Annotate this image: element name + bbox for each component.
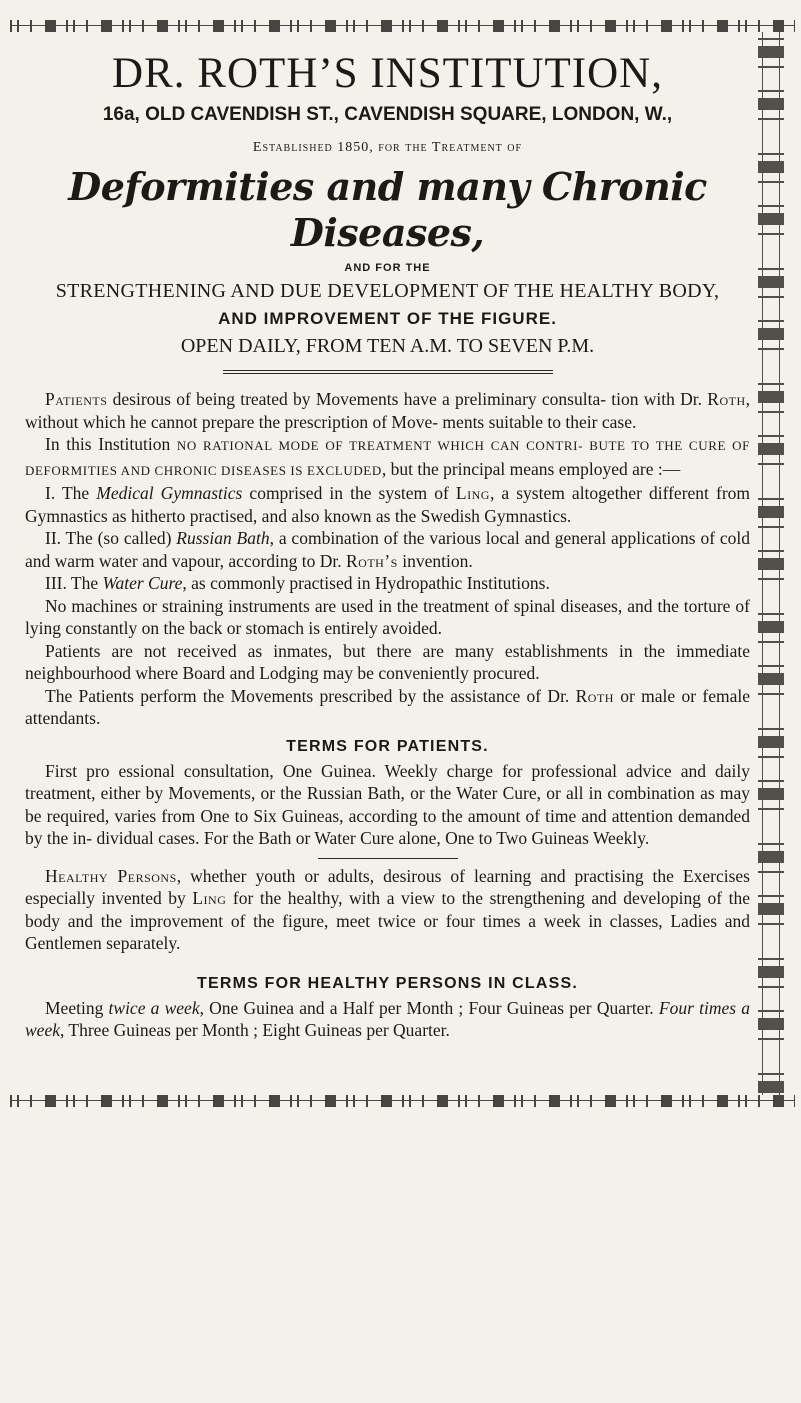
text-run: comprised in the system of: [242, 483, 456, 503]
text-run: The Patients perform the Movements prescribed by the assistance of Dr.: [45, 685, 576, 706]
name-roth: Roth: [707, 389, 746, 409]
paragraph-no-machines: No machines or straining instruments are used in the treatment of spinal diseases, and the torture of lying constantly on the back or stomach is entirely avoided.: [25, 595, 750, 638]
name-ling: Ling: [192, 888, 227, 908]
emph-russian-bath: Russian Bath: [176, 528, 270, 548]
paragraph-attendants: [25, 685, 750, 730]
paragraph-healthy-persons: [25, 865, 750, 955]
item-water-cure: [25, 572, 750, 595]
text-run: , whether youth or adults, desirous of learning and practising the Exercises especially invented by: [25, 865, 750, 908]
text-run: for the healthy, with a view to the strengthening and developing of the body and the improvement of the figure, meet twice or four times a week in classes, Ladies and Gentlemen separately.: [25, 888, 750, 953]
improvement-line: AND IMPROVEMENT OF THE FIGURE.: [218, 309, 557, 328]
text-run: III. The: [45, 573, 103, 593]
text-run: , Three Guineas per Month ; Eight Guineas per Quarter.: [59, 1020, 450, 1040]
text-run: , a combination of the various local and general applications of cold and warm water and vapour, according to Dr.: [25, 528, 750, 571]
text-run: I. The: [45, 483, 97, 503]
terms-healthy-text: [25, 997, 750, 1042]
established-line: Established 1850, for the Treatment of: [252, 140, 523, 155]
item-medical-gymnastics: [25, 482, 750, 527]
name-roth: Roth: [575, 685, 614, 706]
text-run: II. The (so called): [45, 528, 177, 548]
text-run: Meeting: [45, 997, 109, 1018]
name-roths: Roth’s: [346, 550, 398, 571]
open-hours-line: OPEN DAILY, FROM TEN A.M. TO SEVEN P.M.: [180, 335, 595, 357]
ornamental-border-top: [10, 20, 795, 32]
emph-four-times-a-week: Four times a week: [25, 997, 750, 1040]
paragraph-institution: [25, 433, 750, 482]
text-run: invention.: [397, 550, 473, 571]
emph-no-rational-mode: NO RATIONAL MODE OF TREATMENT WHICH CAN CONTRI- BUTE TO THE CURE OF DEFORMITIES AND CHRONIC DISEASES IS EXCLUDED: [25, 438, 750, 478]
text-run: , One Guinea and a Half per Month ; Four Guineas per Quarter.: [199, 997, 659, 1018]
divider: [318, 858, 458, 859]
text-run: or male or female attendants.: [25, 685, 750, 728]
address-line: 16a, OLD CAVENDISH ST., CAVENDISH SQUARE, LONDON, W.,: [102, 104, 673, 125]
text-run: , as commonly practised in Hydropathic Institutions.: [182, 573, 550, 593]
text-run: , without which he cannot prepare the prescription of Move- ments suitable to their case.: [25, 389, 750, 432]
emph-patients: Patients: [45, 389, 108, 409]
page-title: DR. ROTH’S INSTITUTION,: [112, 50, 663, 97]
strengthening-line: STRENGTHENING AND DUE DEVELOPMENT OF THE HEALTHY BODY,: [55, 280, 720, 302]
emph-water-cure: Water Cure: [102, 573, 183, 593]
name-ling: Ling: [455, 483, 490, 503]
text-run: , but the principal means employed are :—: [381, 458, 681, 479]
paragraph-inmates: Patients are not received as inmates, but there are many establishments in the immediate neighbourhood where Board and Lodging may be conveniently procured.: [25, 640, 750, 683]
paragraph-consultation: [25, 388, 750, 433]
emph-healthy-persons: Healthy Persons: [45, 865, 177, 886]
emph-medical-gymnastics: Medical Gymnastics: [96, 483, 243, 503]
text-run: desirous of being treated by Movements have a preliminary consulta- tion with Dr.: [107, 389, 708, 409]
gothic-heading: Deformities and many Chronic Diseases,: [68, 164, 707, 255]
text-run: In this Institution: [45, 434, 177, 454]
terms-healthy-heading: TERMS FOR HEALTHY PERSONS IN CLASS.: [197, 974, 578, 992]
and-for-line: AND FOR THE: [344, 262, 431, 274]
text-run: , a system altogether different from Gymnastics as hitherto practised, and also known as the Swedish Gymnastics.: [25, 483, 751, 526]
item-russian-bath: [25, 527, 750, 572]
ornamental-border-right: [758, 32, 784, 1095]
advertisement-page: [25, 38, 750, 1042]
terms-patients-text: First pro essional consultation, One Guinea. Weekly charge for professional advice and daily treatment, either by Movements, or the Russian Bath, or the Water Cure, or all in combination as may be required, varies from One to Six Guineas, according to the amount of time and attention demanded by the in- dividual cases. For the Bath or Water Cure alone, One to Two Guineas Weekly.: [25, 760, 750, 848]
ornamental-border-bottom: [10, 1095, 795, 1107]
terms-patients-heading: TERMS FOR PATIENTS.: [286, 737, 489, 755]
emph-twice-a-week: twice a week: [108, 997, 200, 1018]
